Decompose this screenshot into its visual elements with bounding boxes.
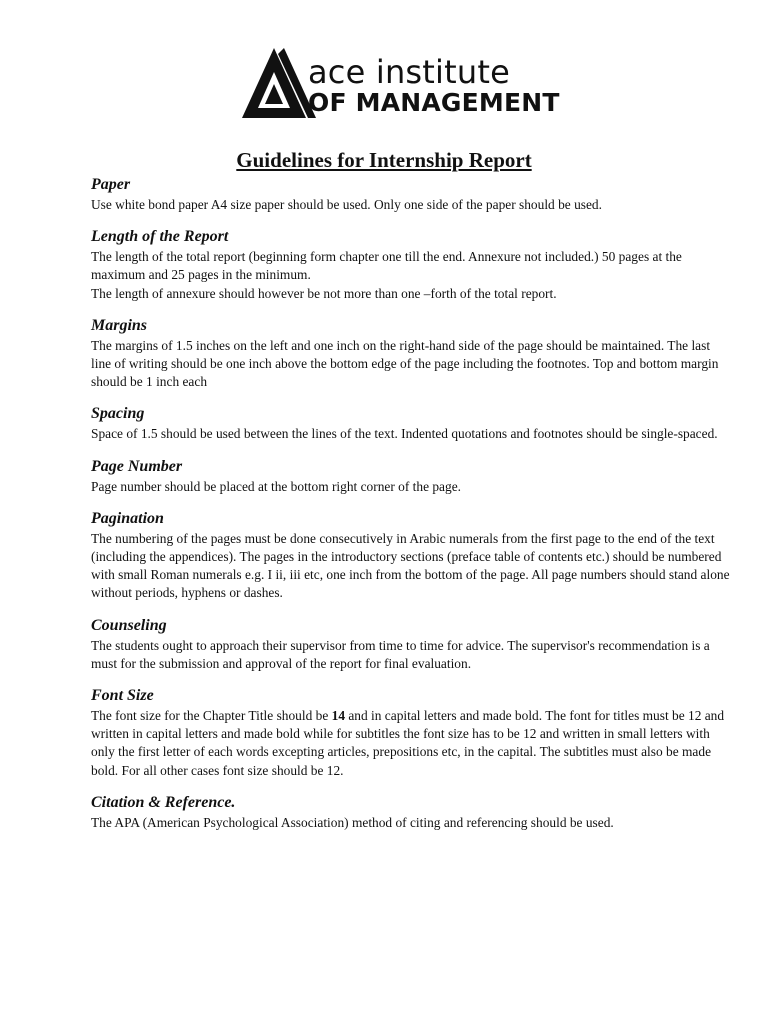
section-page-number [91, 456, 731, 496]
section-paragraph: The numbering of the pages must be done consecutively in Arabic numerals from the first page to the end of the text (including the appendices). The pages in the introductory sections (preface table of contents etc.) should be numbered with small Roman numerals e.g. I ii, iii etc, one inch from the bottom of the page. All page numbers should stand alone without periods, hyphens or dashes. [91, 530, 730, 601]
logo-text-line1: ace institute [308, 53, 511, 91]
section-heading: Pagination [91, 509, 164, 527]
section-paragraph: Use white bond paper A4 size paper should be used. Only one side of the paper should be used. [91, 197, 602, 212]
section-paragraph: Page number should be placed at the bottom right corner of the page. [91, 478, 461, 494]
document-body [91, 174, 731, 844]
section-paragraph: The margins of 1.5 inches on the left and one inch on the right-hand side of the page should be maintained. The last line of writing should be one inch above the bottom edge of the page including the footnotes. Top and bottom margin should be 1 inch each [91, 337, 719, 390]
font-size-bold-value: 14 [331, 708, 346, 724]
section-paragraph: Space of 1.5 should be used between the lines of the text. Indented quotations and footnotes should be single-spaced. [91, 426, 718, 442]
section-heading: Paper [91, 176, 131, 193]
section-heading: Citation & Reference. [91, 793, 236, 811]
section-counseling [91, 615, 731, 673]
section-paper [91, 174, 731, 214]
section-font-size [91, 685, 731, 780]
section-paragraph: The students ought to approach their supervisor from time to time for advice. The supervisor's recommendation is a must for the submission and approval of the report for final evaluation. [91, 637, 710, 671]
section-citation-reference [91, 792, 731, 832]
section-paragraph [91, 707, 731, 780]
section-heading: Counseling [91, 616, 167, 634]
font-size-text-after: and in capital letters and made bold. The font for titles must be 12 and written in capital letters and made bold while for subtitles the font size has to be 12 and written in small letters with only the first letter of each words excepting articles, prepositions etc, in the capital. The subtitles must also be made bold. For all other cases font size should be 12. [91, 708, 725, 778]
section-heading: Length of the Report [91, 228, 229, 246]
section-heading: Spacing [91, 405, 145, 423]
document-title: Guidelines for Internship Report [236, 148, 532, 172]
section-heading: Font Size [91, 687, 154, 705]
font-size-text-before: The font size for the Chapter Title should be [91, 708, 332, 724]
section-paragraph: The length of annexure should however be not more than one –forth of the total report. [91, 285, 557, 301]
institute-logo [240, 46, 570, 120]
section-heading: Page Number [91, 457, 183, 475]
section-length-of-report [91, 226, 731, 303]
section-margins [91, 315, 731, 392]
section-paragraph: The length of the total report (beginning form chapter one till the end. Annexure not included.) 50 pages at the maximum and 25 pages in the minimum. [91, 249, 682, 283]
section-heading: Margins [91, 316, 148, 334]
section-paragraph: The APA (American Psychological Association) method of citing and referencing should be used. [91, 814, 614, 830]
logo-text-line2: OF MANAGEMENT [308, 88, 560, 117]
section-pagination [91, 508, 731, 603]
section-spacing [91, 403, 731, 443]
